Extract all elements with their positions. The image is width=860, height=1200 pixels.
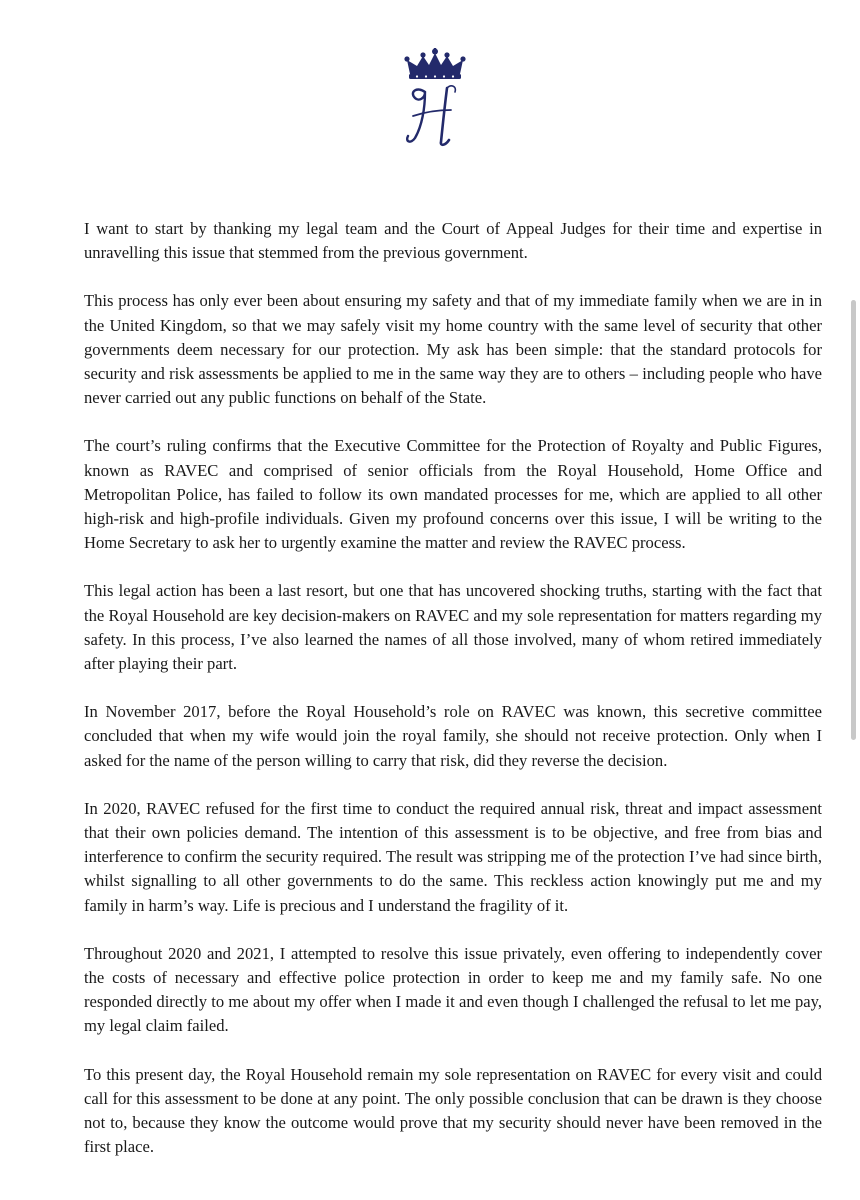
crowned-h-monogram-icon: [395, 48, 475, 148]
paragraph: To this present day, the Royal Household remain my sole representation on RAVEC for every visit and could call for this assessment to be done at any point. The only possible conclusion that can be drawn is they choose not to, because they know the outcome would prove that my security should never have been removed in the first place.: [84, 1064, 822, 1157]
paragraph: The court’s ruling confirms that the Executive Committee for the Protection of Royalty and Public Figures, known as RAVEC and comprised of senior officials from the Royal Household, Home Office and Metropolitan Police, has failed to follow its own mandated processes for me, which are applied to all other high-risk and high-profile individuals. Given my profound concerns over this issue, I will be writing to the Home Secretary to ask her to urgently examine the matter and review the RAVEC process.: [84, 436, 822, 553]
paragraph: I want to start by thanking my legal team and the Court of Appeal Judges for their time and expertise in unravelling this issue that stemmed from the previous government.: [84, 219, 822, 263]
letter-body: [84, 217, 822, 1184]
vertical-scrollbar[interactable]: [851, 300, 856, 740]
paragraph: This legal action has been a last resort, but one that has uncovered shocking truths, starting with the fact that the Royal Household are key decision-makers on RAVEC and my sole representation for matters regarding my safety. In this process, I’ve also learned the names of all those involved, many of whom retired immediately after playing their part.: [84, 581, 822, 674]
paragraph: In November 2017, before the Royal Household’s role on RAVEC was known, this secretive committee concluded that when my wife would join the royal family, she should not receive protection. Only when I asked for the name of the person willing to carry that risk, did they reverse the decision.: [84, 702, 822, 770]
paragraph: This process has only ever been about ensuring my safety and that of my immediate family when we are in in the United Kingdom, so that we may safely visit my home country with the same level of security that other governments deem necessary for our protection. My ask has been simple: that the standard protocols for security and risk assessments be applied to me in the same way they are to others – including people who have never carried out any public functions on behalf of the State.: [84, 291, 822, 408]
paragraph: In 2020, RAVEC refused for the first time to conduct the required annual risk, threat and impact assessment that their own policies demand. The intention of this assessment is to be objective, and free from bias and interference to confirm the security required. The result was stripping me of the protection I’ve had since birth, whilst signalling to all other governments to do the same. This reckless action knowingly put me and my family in harm’s way. Life is precious and I understand the fragility of it.: [84, 798, 822, 915]
paragraph: Throughout 2020 and 2021, I attempted to resolve this issue privately, even offering to independently cover the costs of necessary and effective police protection in order to keep me and my family safe. No one responded directly to me about my offer when I made it and even though I challenged the refusal to let me pay, my legal claim failed.: [84, 943, 822, 1036]
